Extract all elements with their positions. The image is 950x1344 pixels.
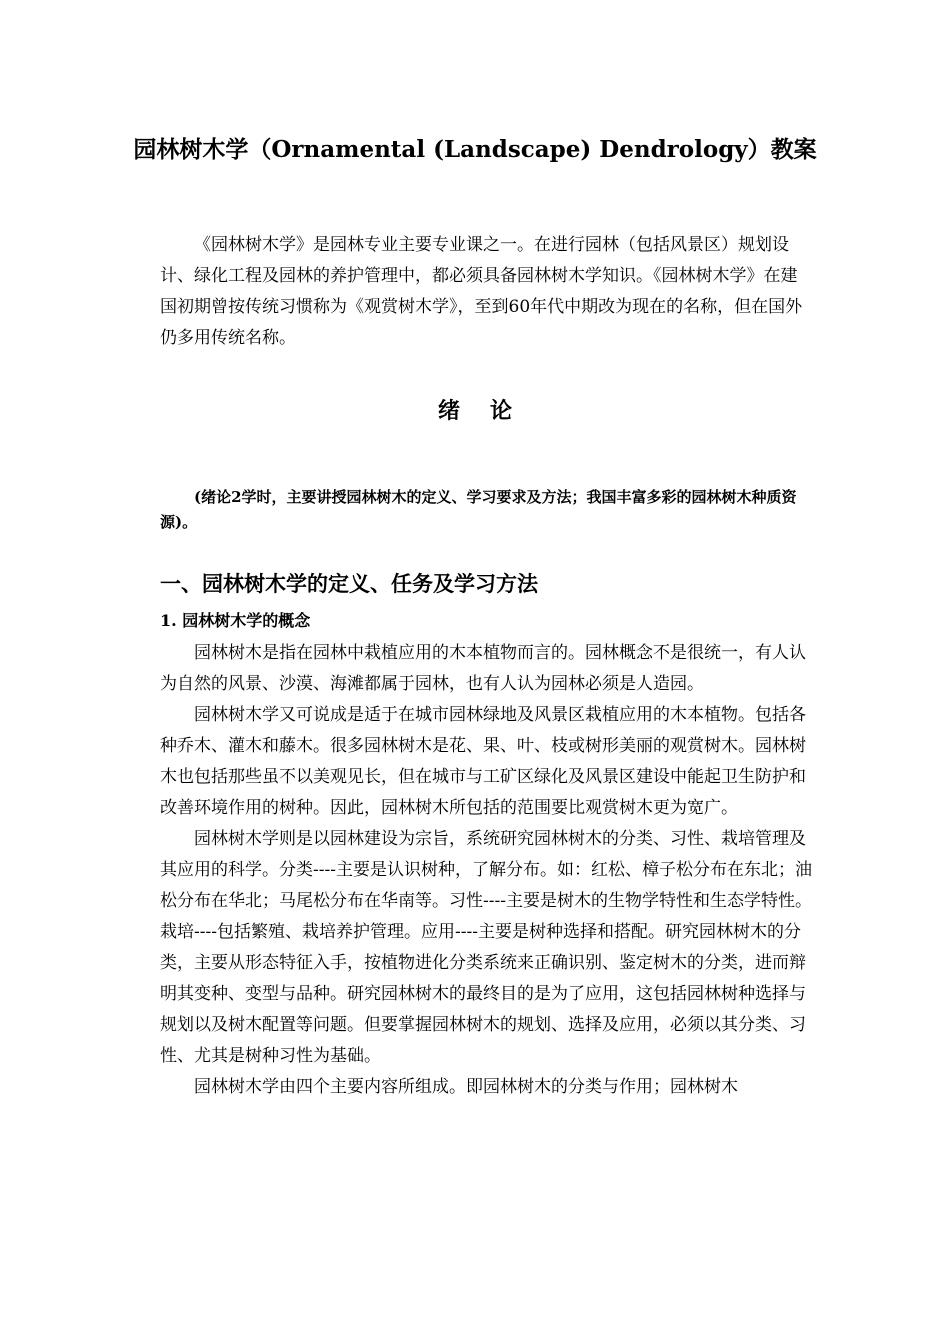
heading-level-1: 一、园林树木学的定义、任务及学习方法: [160, 571, 538, 596]
heading-level-2: 1. 园林树木学的概念: [160, 611, 311, 630]
body-paragraph: 园林树木学则是以园林建设为宗旨，系统研究园林树木的分类、习性、栽培管理及其应用的科学。分类----主要是认识树种，了解分布。如：红松、樟子松分布在东北；油松分布在华北；马尾松分布在华南等。习性----主要是树木的生物学特性和生态学特性。栽培----包括繁殖、栽培养护管理。应用----主要是树种选择和搭配。研究园林树木的分类，主要从形态特征入手，按植物进化分类系统来正确识别、鉴定树木的分类，进而辩明其变种、变型与品种。研究园林树木的最终目的是为了应用，这包括园林树种选择与规划以及树木配置等问题。但要掌握园林树木的规划、选择及应用，必须以其分类、习性、尤其是树种习性为基础。: [160, 829, 812, 1066]
section-title: 绪论: [437, 398, 542, 424]
body-text: [160, 638, 820, 1103]
intro-paragraph: 《园林树木学》是园林专业主要专业课之一。在进行园林（包括风景区）规划设计、绿化工程及园林的养护管理中，都必须具备园林树木学知识。《园林树木学》在建国初期曾按传统习惯称为《观赏树木学》，至到60年代中期改为现在的名称，但在国外仍多用传统名称。: [160, 235, 803, 348]
body-paragraph: 园林树木学又可说成是适于在城市园林绿地及风景区栽植应用的木本植物。包括各种乔木、灌木和藤木。很多园林树木是花、果、叶、枝或树形美丽的观赏树木。园林树木也包括那些虽不以美观见长，但在城市与工矿区绿化及风景区建设中能起卫生防护和改善环境作用的树种。因此，园林树木所包括的范围要比观赏树木更为宽广。: [160, 705, 806, 818]
section-note: (绪论2学时，主要讲授园林树木的定义、学习要求及方法；我国丰富多彩的园林树木种质资源)。: [160, 488, 797, 531]
body-paragraph: 园林树木学由四个主要内容所组成。即园林树木的分类与作用；园林树木: [194, 1077, 738, 1097]
document-title: 园林树木学（Ornamental (Landscape) Dendrology）教案: [133, 136, 817, 163]
body-paragraph: 园林树木是指在园林中栽植应用的木本植物而言的。园林概念不是很统一，有人认为自然的风景、沙漠、海滩都属于园林，也有人认为园林必须是人造园。: [160, 643, 806, 694]
